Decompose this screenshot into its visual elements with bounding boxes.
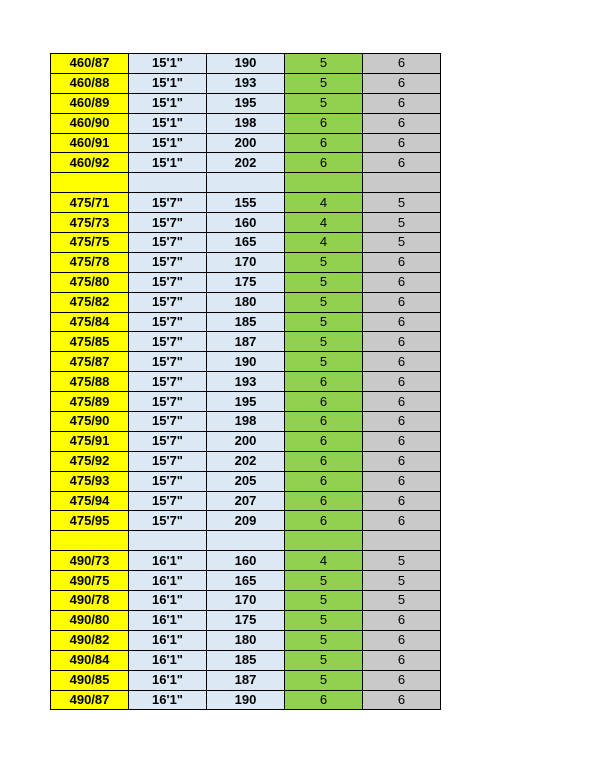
group-b-cell: 6 [363, 312, 441, 332]
table-row [51, 54, 441, 74]
length-cell: 15'1" [129, 113, 207, 133]
length-cell: 16'1" [129, 551, 207, 571]
group-b-cell: 6 [363, 73, 441, 93]
code-cell: 490/85 [51, 670, 129, 690]
group-a-cell: 4 [285, 551, 363, 571]
number-cell [207, 531, 285, 551]
length-cell: 16'1" [129, 630, 207, 650]
group-b-cell: 6 [363, 332, 441, 352]
table-row [51, 252, 441, 272]
group-a-cell: 5 [285, 73, 363, 93]
code-cell: 475/88 [51, 372, 129, 392]
number-cell: 200 [207, 431, 285, 451]
code-cell: 475/78 [51, 252, 129, 272]
length-cell [129, 531, 207, 551]
table-row [51, 352, 441, 372]
group-b-cell [363, 531, 441, 551]
code-cell [51, 173, 129, 193]
code-cell: 490/87 [51, 690, 129, 710]
number-cell: 202 [207, 153, 285, 173]
length-cell: 16'1" [129, 571, 207, 591]
size-table [50, 53, 441, 710]
group-a-cell: 6 [285, 451, 363, 471]
group-b-cell: 6 [363, 93, 441, 113]
size-table-body [51, 54, 441, 710]
number-cell: 205 [207, 471, 285, 491]
code-cell: 475/89 [51, 392, 129, 412]
length-cell: 15'7" [129, 213, 207, 233]
number-cell: 190 [207, 690, 285, 710]
length-cell [129, 173, 207, 193]
code-cell: 490/75 [51, 571, 129, 591]
number-cell: 160 [207, 213, 285, 233]
group-a-cell: 4 [285, 233, 363, 253]
table-row [51, 73, 441, 93]
number-cell: 187 [207, 670, 285, 690]
length-cell: 15'1" [129, 93, 207, 113]
number-cell: 207 [207, 491, 285, 511]
group-b-cell: 6 [363, 372, 441, 392]
code-cell: 475/95 [51, 511, 129, 531]
group-b-cell: 6 [363, 670, 441, 690]
group-b-cell: 5 [363, 213, 441, 233]
number-cell: 193 [207, 73, 285, 93]
group-a-cell: 5 [285, 332, 363, 352]
table-row [51, 133, 441, 153]
code-cell: 475/90 [51, 412, 129, 432]
table-row [51, 173, 441, 193]
table-row [51, 312, 441, 332]
code-cell: 460/90 [51, 113, 129, 133]
code-cell: 475/92 [51, 451, 129, 471]
length-cell: 15'7" [129, 451, 207, 471]
length-cell: 15'7" [129, 392, 207, 412]
code-cell: 490/82 [51, 630, 129, 650]
group-b-cell: 5 [363, 551, 441, 571]
code-cell: 460/89 [51, 93, 129, 113]
length-cell: 15'7" [129, 193, 207, 213]
group-a-cell: 6 [285, 392, 363, 412]
table-row [51, 650, 441, 670]
number-cell: 187 [207, 332, 285, 352]
number-cell: 209 [207, 511, 285, 531]
code-cell: 475/87 [51, 352, 129, 372]
group-b-cell: 6 [363, 451, 441, 471]
number-cell: 180 [207, 292, 285, 312]
length-cell: 15'1" [129, 73, 207, 93]
code-cell: 460/92 [51, 153, 129, 173]
group-b-cell: 6 [363, 471, 441, 491]
number-cell: 195 [207, 392, 285, 412]
length-cell: 15'7" [129, 292, 207, 312]
group-a-cell: 5 [285, 571, 363, 591]
group-a-cell: 5 [285, 670, 363, 690]
length-cell: 15'7" [129, 491, 207, 511]
group-b-cell: 6 [363, 133, 441, 153]
length-cell: 15'7" [129, 511, 207, 531]
group-b-cell: 6 [363, 153, 441, 173]
code-cell: 475/82 [51, 292, 129, 312]
table-row [51, 412, 441, 432]
group-b-cell: 6 [363, 352, 441, 372]
length-cell: 15'7" [129, 233, 207, 253]
number-cell: 202 [207, 451, 285, 471]
group-a-cell: 5 [285, 352, 363, 372]
group-a-cell: 6 [285, 431, 363, 451]
number-cell: 198 [207, 113, 285, 133]
number-cell: 155 [207, 193, 285, 213]
number-cell: 170 [207, 252, 285, 272]
table-row [51, 690, 441, 710]
code-cell: 490/73 [51, 551, 129, 571]
group-a-cell: 5 [285, 272, 363, 292]
group-a-cell: 6 [285, 133, 363, 153]
group-b-cell: 6 [363, 252, 441, 272]
number-cell: 198 [207, 412, 285, 432]
table-row [51, 531, 441, 551]
group-b-cell: 6 [363, 431, 441, 451]
length-cell: 15'7" [129, 352, 207, 372]
group-a-cell: 6 [285, 491, 363, 511]
length-cell: 15'7" [129, 332, 207, 352]
group-a-cell: 5 [285, 292, 363, 312]
code-cell: 490/84 [51, 650, 129, 670]
group-a-cell: 6 [285, 511, 363, 531]
group-b-cell: 6 [363, 650, 441, 670]
length-cell: 16'1" [129, 670, 207, 690]
length-cell: 15'7" [129, 431, 207, 451]
group-a-cell: 6 [285, 372, 363, 392]
table-row [51, 272, 441, 292]
table-row [51, 491, 441, 511]
table-row [51, 591, 441, 611]
group-b-cell: 6 [363, 272, 441, 292]
table-row [51, 233, 441, 253]
code-cell: 475/91 [51, 431, 129, 451]
code-cell: 475/94 [51, 491, 129, 511]
number-cell: 175 [207, 272, 285, 292]
number-cell: 190 [207, 352, 285, 372]
table-row [51, 571, 441, 591]
group-b-cell: 6 [363, 392, 441, 412]
table-row [51, 372, 441, 392]
number-cell: 165 [207, 233, 285, 253]
length-cell: 15'7" [129, 372, 207, 392]
table-row [51, 471, 441, 491]
number-cell: 185 [207, 312, 285, 332]
group-b-cell: 6 [363, 412, 441, 432]
length-cell: 15'7" [129, 272, 207, 292]
code-cell: 475/85 [51, 332, 129, 352]
table-row [51, 113, 441, 133]
group-b-cell: 6 [363, 511, 441, 531]
table-row [51, 451, 441, 471]
code-cell: 460/88 [51, 73, 129, 93]
length-cell: 15'1" [129, 54, 207, 74]
table-row [51, 511, 441, 531]
number-cell: 180 [207, 630, 285, 650]
table-row [51, 153, 441, 173]
number-cell: 185 [207, 650, 285, 670]
table-row [51, 610, 441, 630]
group-b-cell: 6 [363, 491, 441, 511]
group-b-cell: 5 [363, 233, 441, 253]
number-cell: 165 [207, 571, 285, 591]
group-a-cell: 5 [285, 312, 363, 332]
code-cell: 490/78 [51, 591, 129, 611]
length-cell: 15'7" [129, 412, 207, 432]
table-row [51, 93, 441, 113]
code-cell: 490/80 [51, 610, 129, 630]
code-cell: 475/80 [51, 272, 129, 292]
table-row [51, 670, 441, 690]
group-a-cell: 6 [285, 412, 363, 432]
number-cell: 200 [207, 133, 285, 153]
table-row [51, 551, 441, 571]
code-cell: 475/84 [51, 312, 129, 332]
group-a-cell: 5 [285, 650, 363, 670]
number-cell: 195 [207, 93, 285, 113]
table-row [51, 630, 441, 650]
length-cell: 16'1" [129, 591, 207, 611]
group-a-cell: 5 [285, 54, 363, 74]
group-a-cell: 5 [285, 252, 363, 272]
length-cell: 15'1" [129, 153, 207, 173]
group-b-cell: 6 [363, 113, 441, 133]
length-cell: 15'7" [129, 252, 207, 272]
length-cell: 15'7" [129, 471, 207, 491]
table-row [51, 213, 441, 233]
group-a-cell: 6 [285, 153, 363, 173]
code-cell [51, 531, 129, 551]
number-cell: 193 [207, 372, 285, 392]
group-b-cell: 6 [363, 630, 441, 650]
table-row [51, 332, 441, 352]
table-row [51, 431, 441, 451]
code-cell: 475/73 [51, 213, 129, 233]
group-a-cell: 5 [285, 610, 363, 630]
group-a-cell: 6 [285, 471, 363, 491]
table-row [51, 392, 441, 412]
length-cell: 16'1" [129, 690, 207, 710]
group-b-cell [363, 173, 441, 193]
group-b-cell: 6 [363, 610, 441, 630]
number-cell [207, 173, 285, 193]
group-b-cell: 5 [363, 591, 441, 611]
code-cell: 475/93 [51, 471, 129, 491]
group-a-cell: 5 [285, 93, 363, 113]
group-a-cell [285, 173, 363, 193]
group-b-cell: 5 [363, 571, 441, 591]
table-row [51, 292, 441, 312]
group-b-cell: 6 [363, 292, 441, 312]
group-b-cell: 6 [363, 690, 441, 710]
code-cell: 475/75 [51, 233, 129, 253]
group-b-cell: 6 [363, 54, 441, 74]
group-a-cell: 6 [285, 690, 363, 710]
number-cell: 160 [207, 551, 285, 571]
group-a-cell [285, 531, 363, 551]
code-cell: 475/71 [51, 193, 129, 213]
group-a-cell: 5 [285, 591, 363, 611]
code-cell: 460/87 [51, 54, 129, 74]
length-cell: 16'1" [129, 610, 207, 630]
number-cell: 190 [207, 54, 285, 74]
number-cell: 175 [207, 610, 285, 630]
table-row [51, 193, 441, 213]
code-cell: 460/91 [51, 133, 129, 153]
number-cell: 170 [207, 591, 285, 611]
group-b-cell: 5 [363, 193, 441, 213]
length-cell: 15'7" [129, 312, 207, 332]
length-cell: 15'1" [129, 133, 207, 153]
length-cell: 16'1" [129, 650, 207, 670]
group-a-cell: 6 [285, 113, 363, 133]
group-a-cell: 4 [285, 213, 363, 233]
group-a-cell: 5 [285, 630, 363, 650]
group-a-cell: 4 [285, 193, 363, 213]
